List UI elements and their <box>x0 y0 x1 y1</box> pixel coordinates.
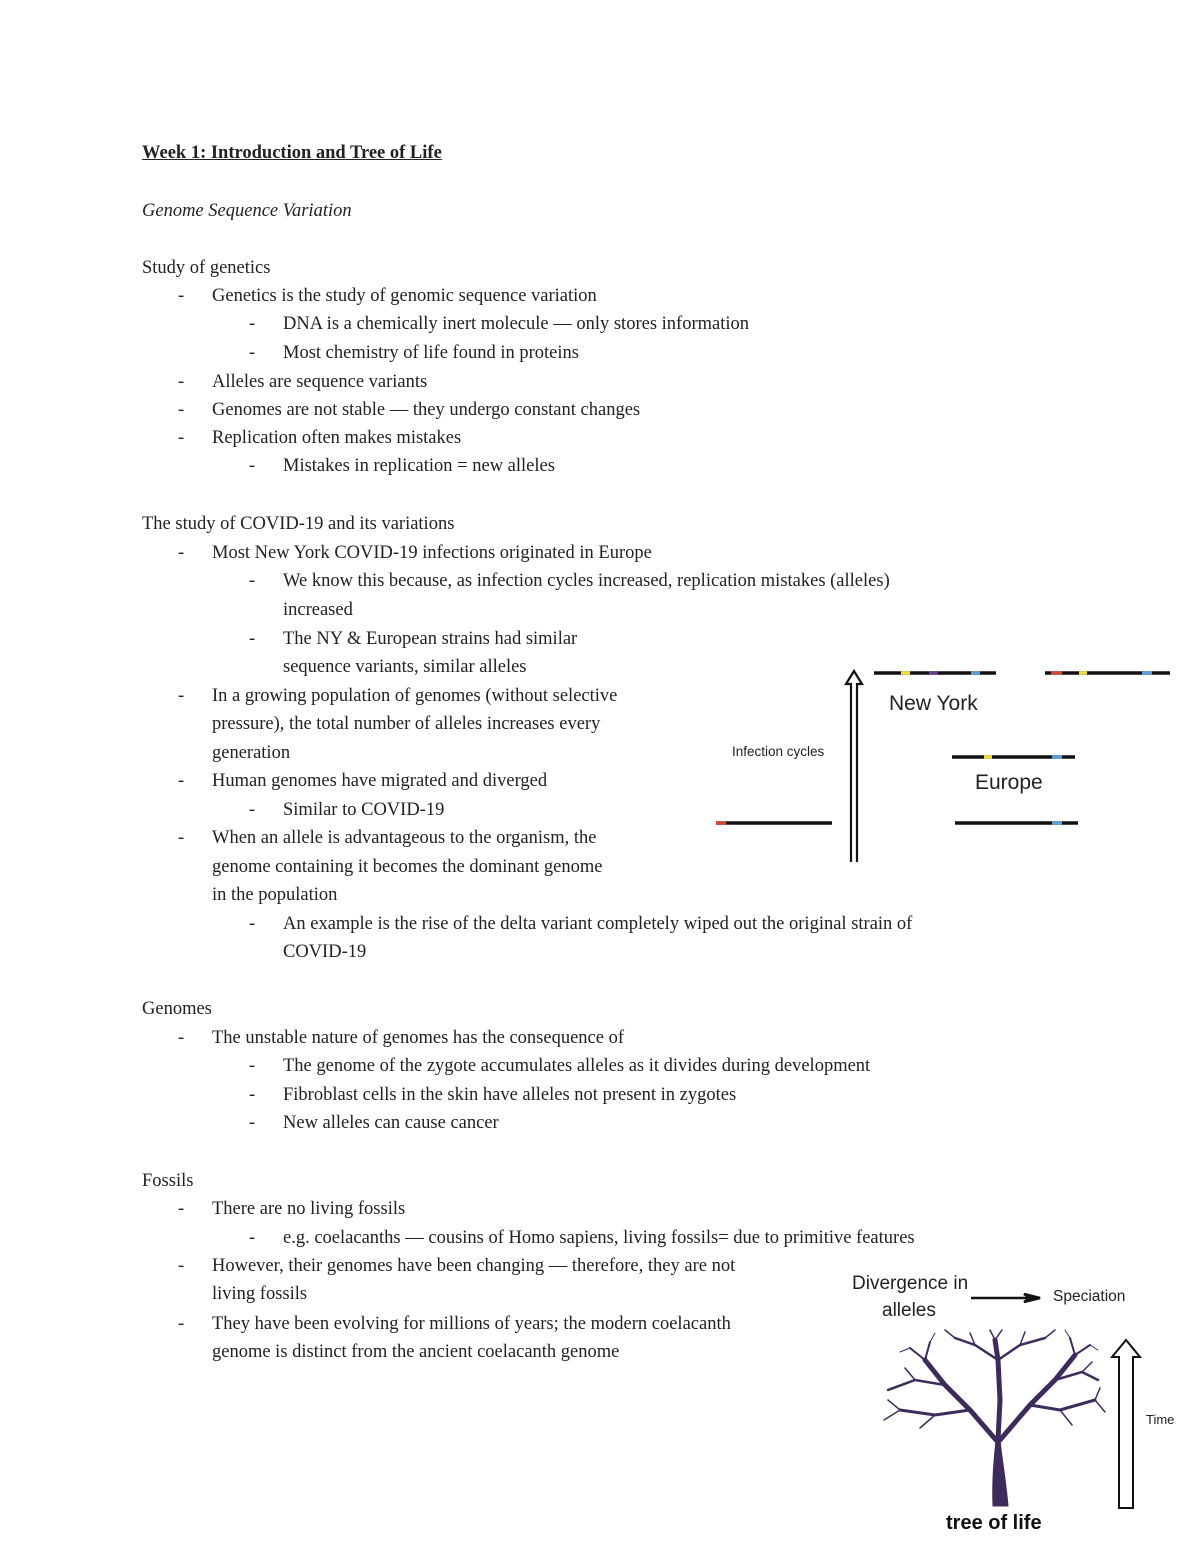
infection-cycles-label: Infection cycles <box>732 744 825 759</box>
time-arrow-icon <box>1112 1340 1140 1508</box>
list-item: Fibroblast cells in the skin have alleles not present in zygotes <box>283 1085 737 1105</box>
list-item: They have been evolving for millions of years; the modern coelacanth <box>212 1314 731 1334</box>
bullet-dash: - <box>249 456 256 476</box>
right-arrow-icon <box>971 1294 1040 1302</box>
list-item: The NY & European strains had similar <box>283 629 578 649</box>
tree-of-life-caption: tree of life <box>946 1512 1042 1534</box>
list-item-continuation: living fossils <box>212 1284 308 1304</box>
list-item-continuation: pressure), the total number of alleles increases every <box>212 714 601 734</box>
list-item: Alleles are sequence variants <box>212 372 428 392</box>
list-item-continuation: sequence variants, similar alleles <box>283 657 527 677</box>
list-item-continuation: genome is distinct from the ancient coelacanth genome <box>212 1342 620 1362</box>
bullet-dash: - <box>178 286 185 306</box>
list-item: When an allele is advantageous to the organism, the <box>212 828 597 848</box>
bullet-dash: - <box>249 914 256 934</box>
list-item: Replication often makes mistakes <box>212 428 462 448</box>
list-item: The unstable nature of genomes has the consequence of <box>212 1028 624 1048</box>
bullet-dash: - <box>178 428 185 448</box>
heading-fossils: Fossils <box>142 1171 194 1191</box>
speciation-label: Speciation <box>1053 1288 1126 1305</box>
list-item: However, their genomes have been changing — therefore, they are not <box>212 1256 736 1276</box>
time-label: Time <box>1146 1412 1175 1427</box>
europe-label: Europe <box>975 771 1043 794</box>
bullet-dash: - <box>249 1056 256 1076</box>
list-item: Genetics is the study of genomic sequence variation <box>212 286 597 306</box>
divergence-label-line2: alleles <box>882 1300 936 1321</box>
section-subtitle: Genome Sequence Variation <box>142 201 352 221</box>
divergence-label-line1: Divergence in <box>852 1273 969 1294</box>
list-item-continuation: generation <box>212 743 291 763</box>
bullet-dash: - <box>178 686 185 706</box>
up-arrow-icon <box>846 671 862 862</box>
list-item: New alleles can cause cancer <box>283 1113 499 1133</box>
bullet-dash: - <box>178 828 185 848</box>
bullet-dash: - <box>249 1228 256 1248</box>
bullet-dash: - <box>249 800 256 820</box>
bullet-dash: - <box>178 1256 185 1276</box>
list-item: In a growing population of genomes (without selective <box>212 686 618 706</box>
list-item: There are no living fossils <box>212 1199 406 1219</box>
bullet-dash: - <box>249 1085 256 1105</box>
list-item: DNA is a chemically inert molecule — only stores information <box>283 314 749 334</box>
list-item: Similar to COVID-19 <box>283 800 445 820</box>
new-york-label: New York <box>889 692 978 715</box>
list-item: e.g. coelacanths — cousins of Homo sapiens, living fossils= due to primitive features <box>283 1228 915 1248</box>
list-item: Human genomes have migrated and diverged <box>212 771 548 791</box>
page-title: Week 1: Introduction and Tree of Life <box>142 143 442 163</box>
list-item-continuation: genome containing it becomes the dominant genome <box>212 857 603 877</box>
list-item: Most New York COVID-19 infections originated in Europe <box>212 543 652 563</box>
heading-covid: The study of COVID-19 and its variations <box>142 514 455 534</box>
list-item: Most chemistry of life found in proteins <box>283 343 579 363</box>
list-item: An example is the rise of the delta variant completely wiped out the original strain of <box>283 914 913 934</box>
bullet-dash: - <box>249 571 256 591</box>
list-item: Mistakes in replication = new alleles <box>283 456 555 476</box>
heading-genomes: Genomes <box>142 999 212 1019</box>
list-item: We know this because, as infection cycles increased, replication mistakes (alleles) <box>283 571 890 591</box>
bullet-dash: - <box>178 1314 185 1334</box>
bullet-dash: - <box>249 1113 256 1133</box>
list-item-continuation: COVID-19 <box>283 942 367 962</box>
bullet-dash: - <box>249 629 256 649</box>
list-item-continuation: in the population <box>212 885 338 905</box>
list-item-continuation: increased <box>283 600 353 620</box>
bullet-dash: - <box>178 400 185 420</box>
list-item: Genomes are not stable — they undergo constant changes <box>212 400 641 420</box>
bullet-dash: - <box>178 771 185 791</box>
bullet-dash: - <box>178 543 185 563</box>
heading-study-of-genetics: Study of genetics <box>142 258 271 278</box>
bullet-dash: - <box>249 314 256 334</box>
tree-icon <box>884 1330 1105 1506</box>
bullet-dash: - <box>178 372 185 392</box>
bullet-dash: - <box>178 1199 185 1219</box>
bullet-dash: - <box>178 1028 185 1048</box>
bullet-dash: - <box>249 343 256 363</box>
list-item: The genome of the zygote accumulates alleles as it divides during development <box>283 1056 871 1076</box>
